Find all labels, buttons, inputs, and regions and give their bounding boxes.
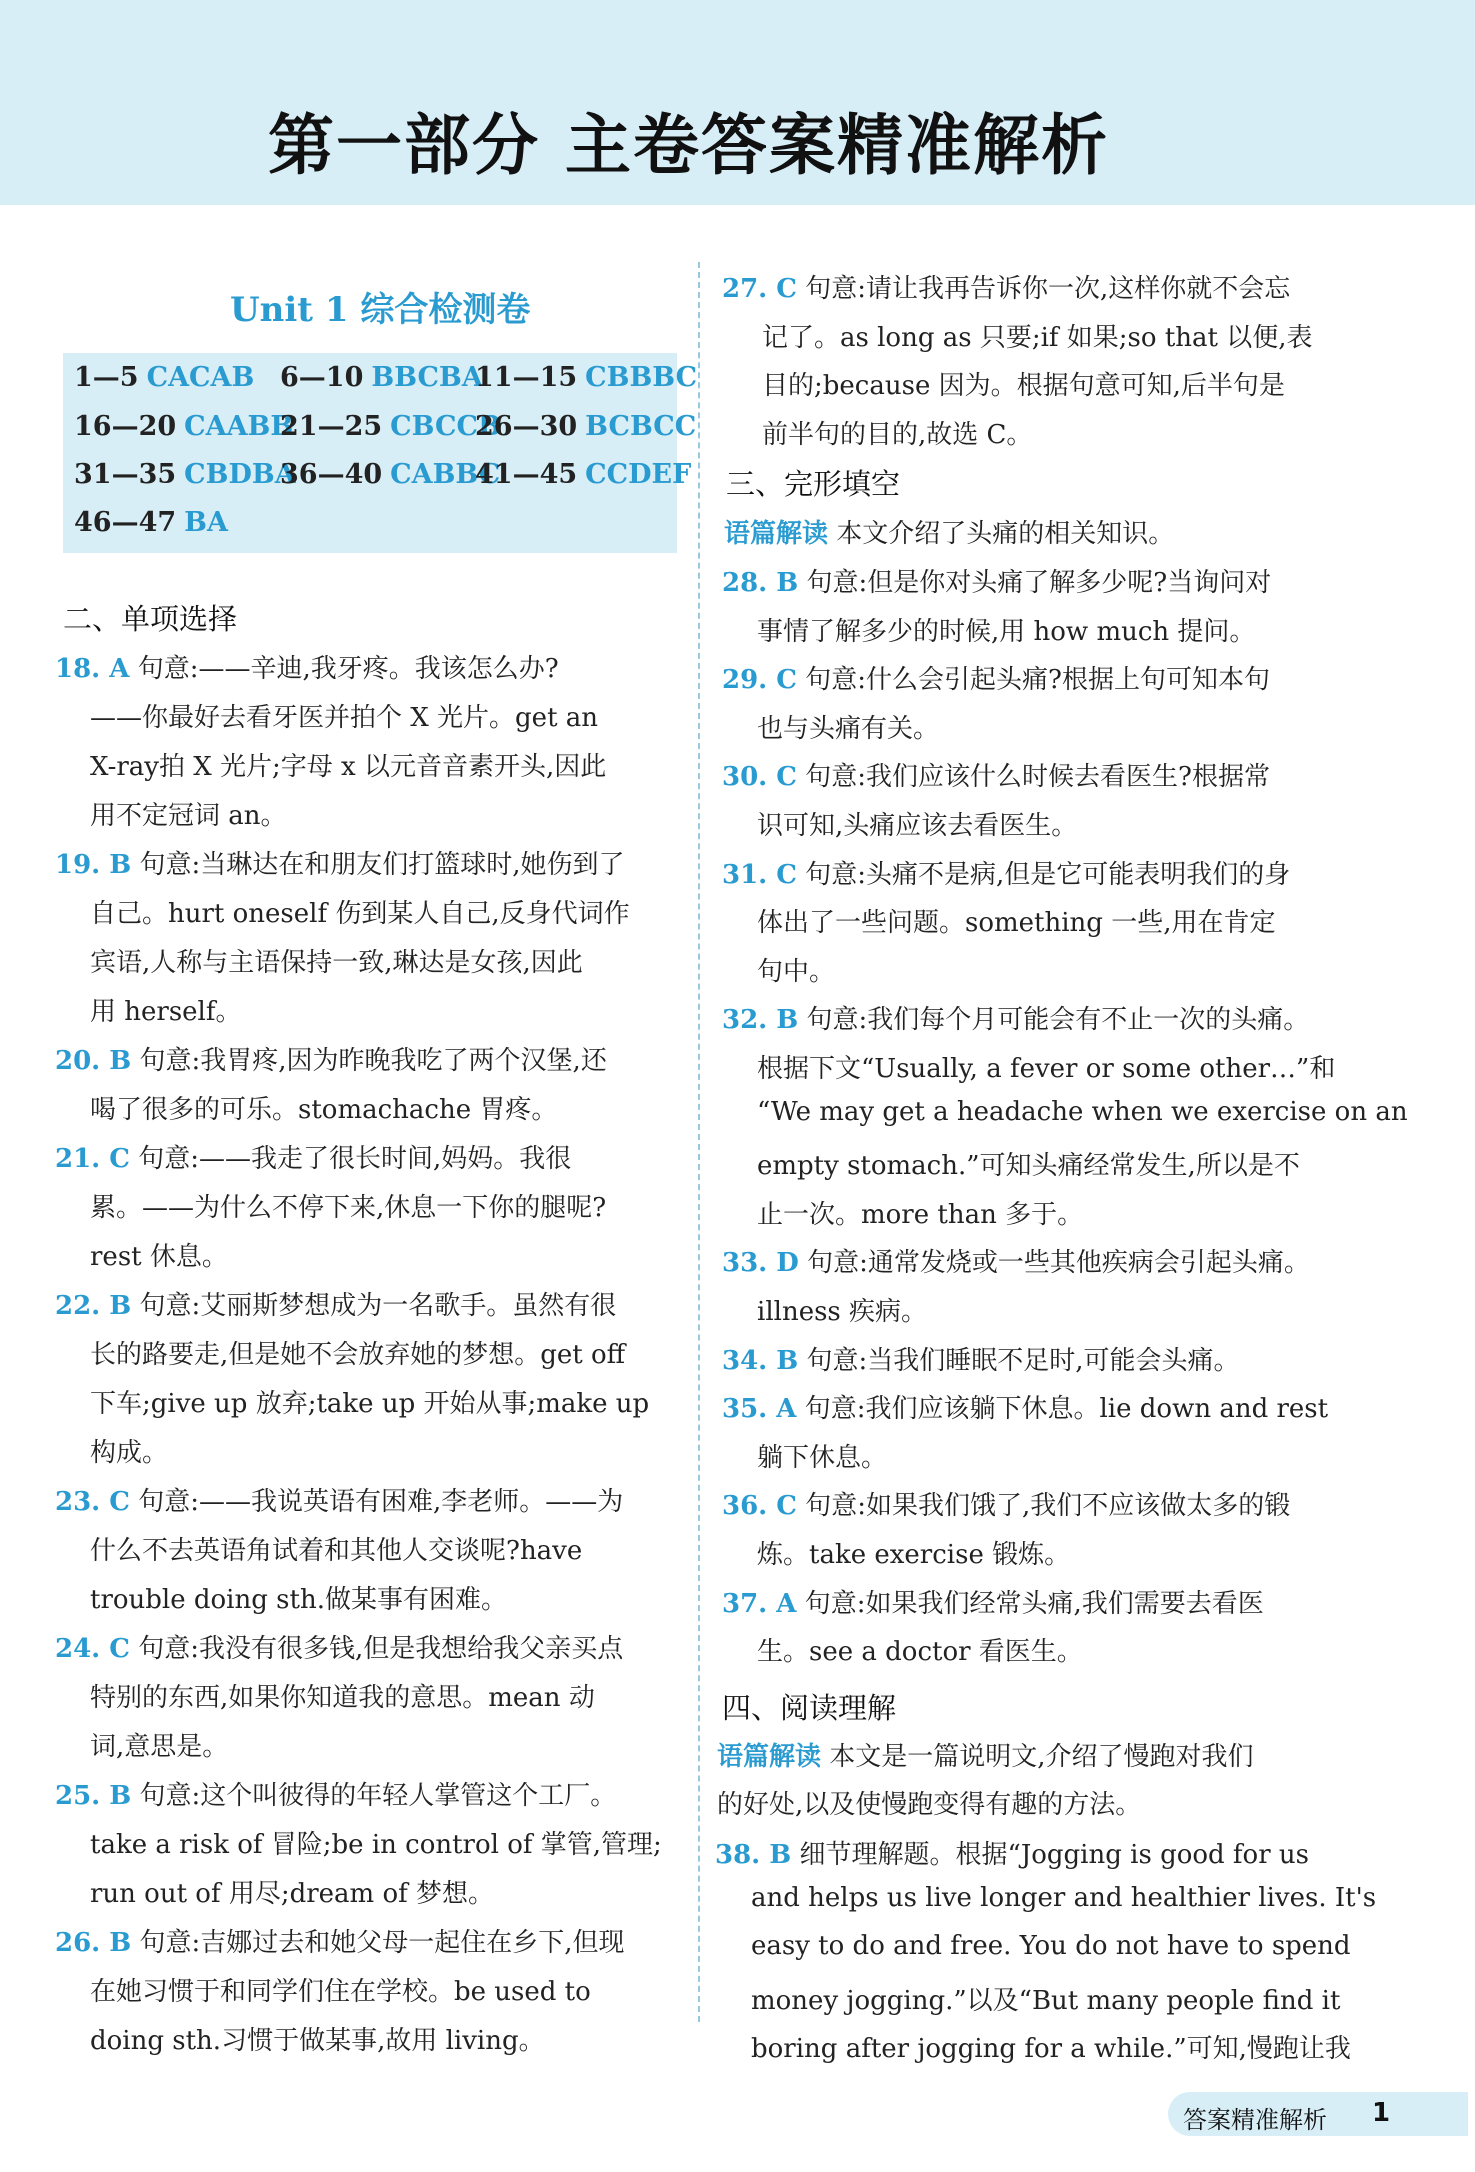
text-line: [55, 648, 559, 685]
text-line: [762, 414, 1032, 451]
page-number: 1: [1372, 2098, 1391, 2128]
line-text: 用 herself。: [90, 997, 242, 1027]
line-text: doing sth.习惯于做某事,故用 living。: [90, 2026, 545, 2056]
answer-key-range: 16—20: [74, 411, 177, 442]
line-text: 根据下文“Usually, a fever or some other…”和: [757, 1054, 1336, 1084]
line-text: 句中。: [757, 956, 836, 987]
line-text: 句意:——辛迪,我牙疼。我该怎么办?: [129, 654, 559, 684]
answer-key-range: 31—35: [74, 459, 177, 490]
line-text: 本文介绍了头痛的相关知识。: [828, 519, 1175, 549]
question-number: 34. B: [722, 1345, 799, 1376]
question-number: 33. D: [722, 1248, 799, 1279]
line-text: 记了。as long as 只要;if 如果;so that 以便,表: [762, 322, 1313, 353]
text-line: [90, 1089, 557, 1126]
text-line: [757, 1437, 887, 1474]
question-number: 19. B: [55, 850, 132, 880]
text-line: [90, 1971, 591, 2008]
line-text: 下车;give up 放弃;take up 开始从事;make up: [90, 1389, 650, 1419]
text-line: [757, 951, 835, 988]
answer-key-answers: CBDBA: [184, 459, 296, 490]
answer-key-range: 36—40: [280, 459, 383, 490]
text-line: [55, 1775, 616, 1812]
text-line: [55, 1481, 623, 1518]
line-text: X-ray拍 X 光片;字母 x 以元音音素开头,因此: [90, 752, 607, 782]
section-cloze: 三、完形填空: [726, 467, 901, 501]
text-line: [757, 1291, 927, 1328]
text-line: [757, 1048, 1335, 1085]
line-text: run out of 用尽;dream of 梦想。: [90, 1879, 495, 1909]
text-line: [90, 1579, 507, 1616]
line-text: 句意:——我说英语有困难,李老师。——为: [129, 1487, 624, 1517]
text-line: [722, 854, 1290, 891]
answer-key-entry: [280, 362, 483, 393]
passage-analysis-tag: 语篇解读: [724, 519, 829, 549]
text-line: [55, 1922, 625, 1959]
line-text: 累。——为什么不停下来,休息一下你的腿呢?: [90, 1193, 607, 1223]
answer-key-entry: [475, 362, 697, 393]
line-text: 事情了解多少的时候,用 how much 提问。: [757, 616, 1256, 647]
question-number: 35. A: [722, 1394, 797, 1425]
text-line: [757, 611, 1255, 648]
line-text: 句意:——我走了很长时间,妈妈。我很: [129, 1144, 572, 1174]
line-text: 词,意思是。: [90, 1732, 229, 1762]
answer-key-entry: [280, 411, 501, 442]
line-text: 宾语,人称与主语保持一致,琳达是女孩,因此: [90, 948, 583, 978]
line-text: 句意:我没有很多钱,但是我想给我父亲买点: [129, 1634, 624, 1664]
line-text: 细节理解题。根据“Jogging is good for us: [791, 1840, 1309, 1870]
answer-key-answers: CABBC: [390, 459, 501, 490]
question-number: 25. B: [55, 1781, 132, 1811]
text-line: [722, 756, 1270, 793]
line-text: “We may get a headache when we exercise on an: [757, 1096, 1408, 1127]
text-line: [55, 1040, 607, 1077]
text-line: [722, 1388, 1328, 1425]
line-text: 长的路要走,但是她不会放弃她的梦想。get off: [90, 1340, 626, 1370]
text-line: [715, 1834, 1309, 1871]
line-text: 句意:当我们睡眠不足时,可能会头痛。: [798, 1345, 1240, 1376]
question-number: 30. C: [722, 762, 797, 793]
line-text: 躺下休息。: [757, 1442, 888, 1473]
text-line: [722, 999, 1309, 1036]
text-line: [722, 1340, 1240, 1377]
text-line: [90, 1236, 228, 1273]
line-text: 句意:这个叫彼得的年轻人掌管这个工厂。: [131, 1781, 617, 1811]
text-line: [90, 942, 583, 979]
text-line: [722, 1485, 1290, 1522]
text-line: [90, 1824, 662, 1861]
line-text: 句意:如果我们经常头痛,我们需要去看医: [796, 1588, 1264, 1619]
text-line: [90, 1677, 595, 1714]
text-line: [90, 2020, 545, 2057]
line-text: rest 休息。: [90, 1242, 228, 1272]
answer-key-range: 46—47: [74, 507, 177, 538]
footer-label: 答案精准解析: [1183, 2106, 1327, 2134]
column-divider: [698, 262, 700, 2022]
question-number: 20. B: [55, 1046, 132, 1076]
line-text: 句意:吉娜过去和她父母一起住在乡下,但现: [131, 1928, 625, 1958]
answer-key-entry: [74, 411, 293, 442]
question-number: 32. B: [722, 1005, 799, 1036]
line-text: 句意:艾丽斯梦想成为一名歌手。虽然有很: [131, 1291, 617, 1321]
question-number: 37. A: [722, 1588, 797, 1619]
question-number: 22. B: [55, 1291, 132, 1321]
answer-key-entry: [74, 459, 296, 490]
answer-key-range: 11—15: [475, 362, 578, 393]
text-line: [757, 708, 939, 745]
line-text: 前半句的目的,故选 C。: [762, 419, 1033, 450]
line-text: 本文是一篇说明文,介绍了慢跑对我们: [821, 1742, 1254, 1772]
line-text: and helps us live longer and healthier lives. It's: [751, 1882, 1377, 1913]
answer-key-range: 41—45: [475, 459, 578, 490]
line-text: 句意:什么会引起头痛?根据上句可知本句: [796, 665, 1270, 696]
line-text: 句意:如果我们饿了,我们不应该做太多的锻: [796, 1491, 1291, 1522]
line-text: 的好处,以及使慢跑变得有趣的方法。: [717, 1790, 1142, 1820]
text-line: [90, 746, 606, 783]
answer-key-answers: CCDEF: [585, 459, 692, 490]
text-line: [90, 893, 630, 930]
line-text: 句意:通常发烧或一些其他疾病会引起头痛。: [798, 1248, 1310, 1279]
text-line: [55, 1628, 623, 1665]
line-text: 喝了很多的可乐。stomachache 胃疼。: [90, 1095, 558, 1125]
answer-key-range: 26—30: [475, 411, 578, 442]
text-line: [90, 795, 287, 832]
question-number: 18. A: [55, 654, 130, 684]
text-line: [90, 1726, 228, 1763]
text-line: [90, 1334, 625, 1371]
line-text: 在她习惯于和同学们住在学校。be used to: [90, 1977, 591, 2007]
line-text: 目的;because 因为。根据句意可知,后半句是: [762, 371, 1285, 401]
answer-key-answers: BBCBA: [371, 362, 483, 393]
line-text: 识可知,头痛应该去看医生。: [757, 811, 1078, 841]
line-text: take a risk of 冒险;be in control of 掌管,管理;: [90, 1830, 662, 1860]
answer-key-entry: [74, 362, 254, 393]
question-number: 31. C: [722, 859, 797, 890]
text-line: [90, 991, 242, 1028]
answer-key-answers: CAABB: [184, 411, 294, 442]
line-text: money jogging.”以及“But many people find it: [751, 1985, 1341, 2016]
line-text: 用不定冠词 an。: [90, 801, 287, 831]
question-number: 23. C: [55, 1487, 130, 1517]
section-reading: 四、阅读理解: [722, 1691, 897, 1725]
line-text: 也与头痛有关。: [757, 713, 940, 744]
text-line: [90, 1383, 649, 1420]
text-line: [751, 1883, 1376, 1913]
text-line: [757, 1534, 1070, 1571]
text-line: [717, 1784, 1141, 1821]
question-number: 36. C: [722, 1491, 797, 1522]
answer-key-entry: [74, 507, 228, 538]
text-line: [722, 268, 1290, 305]
question-number: 38. B: [715, 1840, 792, 1870]
line-text: 自己。hurt oneself 伤到某人自己,反身代词作: [90, 899, 630, 929]
text-line: [90, 1432, 168, 1469]
text-line: [722, 1242, 1310, 1279]
text-line: [90, 697, 598, 734]
line-text: 炼。take exercise 锻炼。: [757, 1540, 1071, 1570]
text-line: [722, 659, 1270, 696]
text-line: [757, 902, 1275, 939]
line-text: 句意:当琳达在和朋友们打篮球时,她伤到了: [131, 850, 625, 880]
text-line: [90, 1873, 494, 1910]
text-line: [751, 1931, 1351, 1961]
line-text: 止一次。more than 多于。: [757, 1199, 1084, 1230]
question-number: 27. C: [722, 274, 797, 304]
answer-key-answers: CBBBC: [585, 362, 698, 393]
text-line: [55, 1138, 571, 1175]
line-text: 句意:但是你对头痛了解多少呢?当询问对: [798, 568, 1272, 598]
page-title: 第一部分 主卷答案精准解析: [268, 107, 1109, 184]
line-text: easy to do and free. You do not have to spend: [751, 1931, 1351, 1961]
text-line: [757, 1097, 1408, 1127]
line-text: 句意:头痛不是病,但是它可能表明我们的身: [796, 859, 1291, 890]
line-text: 体出了一些问题。something 一些,用在肯定: [757, 908, 1276, 939]
text-line: [55, 844, 625, 881]
text-line: [762, 317, 1313, 354]
text-line: [90, 1187, 606, 1224]
line-text: 句意:我们每个月可能会有不止一次的头痛。: [798, 1005, 1310, 1036]
answer-key-entry: [475, 411, 696, 442]
answer-key-entry: [280, 459, 500, 490]
line-text: 构成。: [90, 1438, 169, 1468]
text-line: [722, 562, 1271, 599]
text-line: [757, 1194, 1083, 1231]
text-line: [717, 1736, 1254, 1773]
question-number: 28. B: [722, 568, 799, 598]
question-number: 29. C: [722, 665, 797, 696]
text-line: [757, 805, 1077, 842]
answer-key-answers: BA: [184, 507, 228, 538]
answer-key-entry: [475, 459, 691, 490]
text-line: [751, 2028, 1351, 2065]
line-text: 句意:请让我再告诉你一次,这样你就不会忘: [796, 274, 1291, 304]
line-text: 句意:我胃疼,因为昨晚我吃了两个汉堡,还: [131, 1046, 607, 1076]
line-text: 特别的东西,如果你知道我的意思。mean 动: [90, 1683, 595, 1713]
line-text: 句意:我们应该什么时候去看医生?根据常: [796, 762, 1270, 793]
text-line: [751, 1980, 1340, 2017]
answer-key-answers: CACAB: [146, 362, 255, 393]
line-text: 句意:我们应该躺下休息。lie down and rest: [796, 1394, 1329, 1425]
answer-key-answers: CBCCB: [390, 411, 501, 442]
line-text: trouble doing sth.做某事有困难。: [90, 1585, 507, 1615]
line-text: 生。see a doctor 看医生。: [757, 1637, 1083, 1668]
question-number: 26. B: [55, 1928, 132, 1958]
line-text: ——你最好去看牙医并拍个 X 光片。get an: [90, 703, 599, 733]
answer-key-answers: BCBCC: [585, 411, 697, 442]
line-text: boring after jogging for a while.”可知,慢跑让我: [751, 2034, 1351, 2064]
text-line: [762, 365, 1285, 402]
text-line: [90, 1530, 582, 1567]
line-text: illness 疾病。: [757, 1297, 928, 1327]
answer-key-range: 21—25: [280, 411, 383, 442]
answer-key-range: 6—10: [280, 362, 364, 393]
text-line: [55, 1285, 616, 1322]
line-text: empty stomach.”可知头痛经常发生,所以是不: [757, 1151, 1300, 1182]
text-line: [722, 1583, 1264, 1620]
text-line: [757, 1145, 1300, 1182]
text-line: [724, 513, 1174, 550]
passage-analysis-tag: 语篇解读: [717, 1742, 822, 1772]
answer-key-range: 1—5: [74, 362, 139, 393]
unit-title: Unit 1 综合检测卷: [230, 290, 531, 330]
line-text: 什么不去英语角试着和其他人交谈呢?have: [90, 1536, 583, 1566]
section-single-choice: 二、单项选择: [63, 602, 238, 636]
text-line: [757, 1631, 1083, 1668]
question-number: 21. C: [55, 1144, 130, 1174]
question-number: 24. C: [55, 1634, 130, 1664]
